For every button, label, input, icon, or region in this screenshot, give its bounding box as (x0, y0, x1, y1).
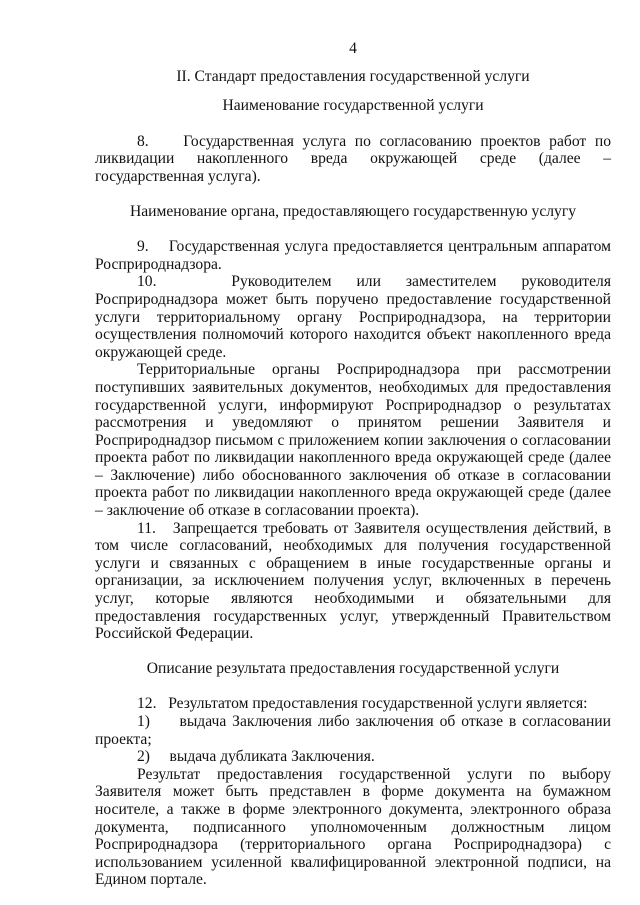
paragraph-8: 8. Государственная услуга по согласованию проектов работ по ликвидации накопленного вреда окружающей среде (далее – государственная услуга). (95, 132, 611, 185)
paragraph-12-item-1: 1) выдача Заключения либо заключения об отказе в согласовании проекта; (95, 713, 611, 748)
paragraph-9: 9. Государственная услуга предоставляется центральным аппаратом Росприроднадзора. (95, 238, 611, 273)
document-page (95, 40, 611, 889)
paragraph-12: 12. Результатом предоставления государственной услуги является: (137, 695, 588, 713)
paragraph-result-form: Результат предоставления государственной услуги по выбору Заявителя может быть представлен в форме документа на бумажном носителе, а также в форме электронного документа, электронного образа документа, подписанного уполномоченным должностным лицом Росприроднадзора (территориального органа Росприроднадзора) с использованием усиленной квалифицированной электронной подписи, на Едином портале. (95, 765, 611, 889)
paragraph-12-item-2: 2) выдача дубликата Заключения. (137, 748, 375, 766)
heading-service-name: Наименование государственной услуги (222, 97, 484, 115)
heading-result: Описание результата предоставления государственной услуги (146, 659, 560, 677)
page-number: 4 (349, 40, 357, 57)
heading-authority: Наименование органа, предоставляющего государственную услугу (129, 202, 577, 220)
section-title: II. Стандарт предоставления государственной услуги (176, 67, 530, 85)
paragraph-territorial-bodies: Территориальные органы Росприроднадзора при рассмотрении поступивших заявительных документов, необходимых для предоставления государственной услуги, информируют Росприроднадзор о результатах рассмотрения и уведомляют о принятом решении Заявителя и Росприроднадзор письмом с приложением копии заключения о согласовании проекта работ по ликвидации накопленного вреда окружающей среде (далее – Заключение) либо обоснованного заключения об отказе в согласовании проекта работ по ликвидации накопленного вреда окружающей среде (далее – заключение об отказе в согласовании проекта). (95, 361, 611, 520)
paragraph-11: 11. Запрещается требовать от Заявителя осуществления действий, в том числе согласований, необходимых для получения государственной услуги и связанных с обращением в иные государственные органы и организации, за исключением получения услуг, включенных в перечень услуг, которые являются необходимыми и обязательными для предоставления государственных услуг, утвержденный Правительством Российской Федерации. (95, 519, 611, 643)
paragraph-10: 10. Руководителем или заместителем руководителя Росприроднадзора может быть поручено предоставление государственной услуги территориальному органу Росприроднадзора, на территории осуществления полномочий которого находится объект накопленного вреда окружающей среде. (95, 273, 611, 361)
